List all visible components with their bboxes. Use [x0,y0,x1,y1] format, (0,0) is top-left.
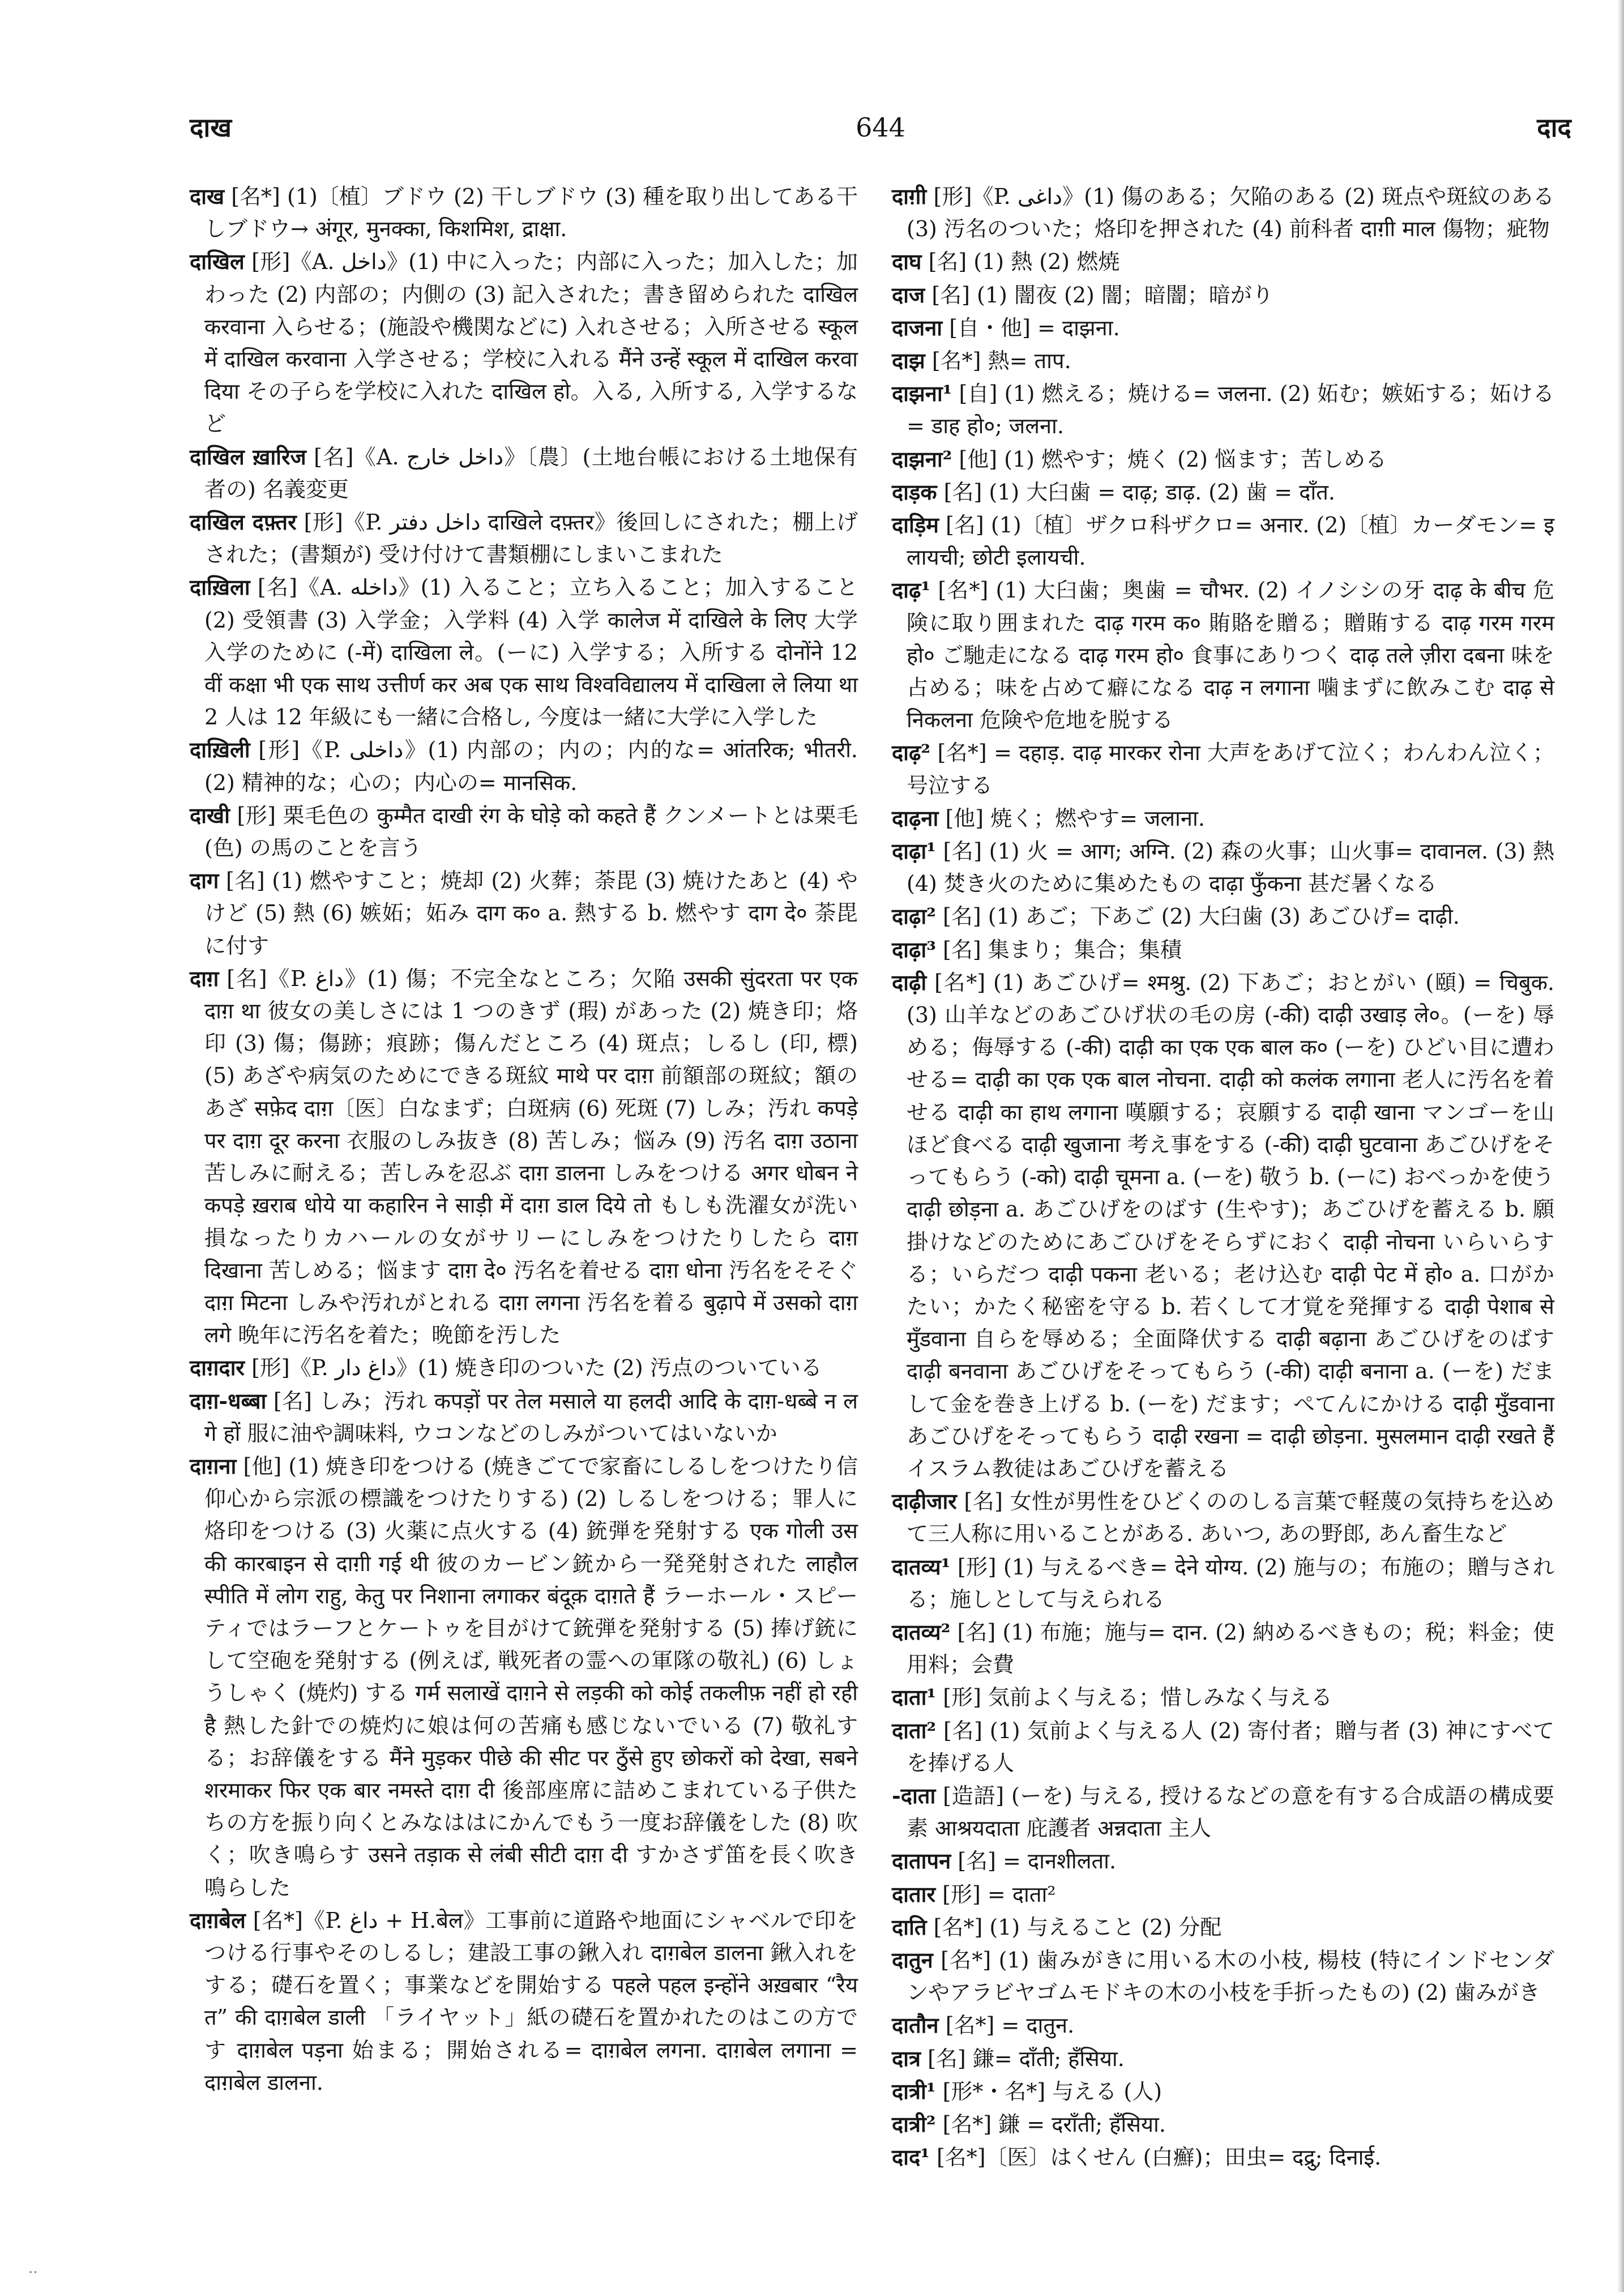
entry-definition: [名] (1)〔植〕ザクロ科ザクロ= अनार. (2)〔植〕カーダモン= इलायची; छोटी इलायची. [907,513,1554,570]
dictionary-entry [892,1714,1554,1779]
corner-marks: .. [28,2260,38,2277]
entry-definition: [名] しみ；汚れ कपड़ों पर तेल मसाले या हलदी आदि के दाग़-धब्बे न लगे हों 服に油や調味料, ウコンなどのしみがついてはいないか [204,1388,858,1446]
entry-definition: [名*] (1) 大臼歯；奥歯 = चौभर. (2) イノシシの牙 दाढ़ के बीच 危険に取り囲まれた दाढ़ गरम क० 賄賂を贈る；贈賄する दाढ़ गरम गरम हो० ご馳走になる दाढ़ गरम हो० 食事にありつく दाढ़ तले ज़ीरा दबना 味を占める；味を占めて癖になる दाढ़ न लगाना 噛まずに飲みこむ दाढ़ से निकलना 危険や危地を脱する [907,578,1554,733]
dictionary-entry [190,506,858,571]
entry-definition: [名*] 鎌 = दराँती; हँसिया. [942,2111,1166,2137]
entry-definition: [名] 鎌= दाँती; हँसिया. [928,2046,1125,2071]
running-head-right: दाद [1537,112,1571,143]
entry-definition: [名] 集まり；集合；集積 [943,937,1182,962]
dictionary-entry [892,1845,1554,1877]
entry-headword: दाग़ी [892,183,927,209]
dictionary-entry [892,1485,1554,1550]
dictionary-entry [892,966,1554,1485]
entry-definition: [自・他] = दाझना. [949,315,1120,340]
entry-headword: दाग़बेल [190,1907,246,1933]
entry-headword: दाख़िली [190,737,250,763]
entry-definition: [形] (1) 与えるべき= देने योग्य. (2) 施与の；布施の；贈与される；施しとして与えられる [907,1554,1554,1612]
entry-headword: दाढ़¹ [892,577,931,603]
left-column [190,180,858,2099]
entry-definition: [名*] = दहाड़. दाढ़ मारकर रोना 大声をあげて泣く；わんわん泣く；号泣する [907,740,1554,798]
entry-definition: [形]《A. داخل》(1) 中に入った；内部に入った；加入した；加わった (2) 内部の；内側の (3) 記入された；書き留められた दाखिल करवाना 入らせる；(施設や機関などに) 入れさせる；入所させる स्कूल में दाखिल करवाना 入学させる；学校に入れる मैंने उन्हें स्कूल में दाखिल करवा दिया その子らを学校に入れた दाखिल हो。入る, 入所する, 入学するなど [204,249,858,437]
scan-edge [1617,0,1624,2292]
entry-definition: [名] = दानशीलता. [958,1849,1117,1874]
dictionary-entry [892,245,1554,278]
dictionary-entry [892,509,1554,574]
entry-definition: [形]《P. داغ دار》(1) 焼き印のついた (2) 汚点のついている [251,1355,822,1381]
dictionary-entry [190,441,858,506]
entry-headword: दाढ़² [892,740,931,766]
entry-headword: दाता¹ [892,1684,937,1710]
entry-headword: दाड़क [892,479,937,505]
entry-headword: दाखिल ख़ारिज [190,443,306,470]
entry-definition: [名]《P. داغ》(1) 傷；不完全なところ；欠陥 उसकी सुंदरता पर एक दाग़ था 彼女の美しさには 1 つのきず (瑕) があった (2) 焼き印；烙印 (3) 傷；傷跡；痕跡；傷んだところ (4) 斑点；しるし (印, 標) (5) あざや病気のためにできる斑紋 माथे पर दाग़ 前額部の斑紋；額のあざ सफ़ेद दाग़〔医〕白なまず；白斑病 (6) 死斑 (7) しみ；汚れ कपड़े पर दाग़ दूर करना 衣服のしみ抜き (8) 苦しみ；悩み (9) 汚名 दाग़ उठाना 苦しみに耐える；苦しみを忍ぶ दाग़ डालना しみをつける अगर धोबन ने कपड़े ख़राब धोये या कहारिन ने साड़ी में दाग़ डाल दिये तो もしも洗濯女が洗い損なったりカハールの女がサリーにしみをつけたりしたら दाग़ दिखाना 苦しめる；悩ます दाग़ दे० 汚名を着せる दाग़ धोना 汚名をそそぐ दाग़ मिटना しみや汚れがとれる दाग़ लगना 汚名を着る बुढ़ापे में उसको दाग़ लगे 晩年に汚名を着た；晩節を汚した [204,966,858,1348]
entry-headword: दातापन [892,1848,951,1874]
entry-headword: दाढ़ा¹ [892,838,936,864]
entry-definition: [名]《A. داخله》(1) 入ること；立ち入ること；加入すること (2) 受領書 (3) 入学金；入学料 (4) 入学 कालेज में दाखिले के लिए 大学入学のために (-में) दाखिला ले。(ーに) 入学する；入所する दोनोंने 12 वीं कक्षा भी एक साथ उत्तीर्ण कर अब एक साथ विश्वविद्यालय में दाखिला ले लिया था 2 人は 12 年級にも一緒に合格し, 今度は一緒に大学に入学した [204,575,858,730]
dictionary-entry [892,180,1554,245]
entry-definition: [名*] (1) あごひげ= श्मश्रु. (2) 下あご；おとがい (頤) = चिबुक. (3) 山羊などのあごひげ状の毛の房 (-की) दाढ़ी उखाड़ ले०。(ーを) 辱める；侮辱する (-की) दाढ़ी का एक एक बाल क० (ーを) ひどい目に遭わせる= दाढ़ी का एक एक बाल नोचना. दाढ़ी को कलंक लगाना 老人に汚名を着せる दाढ़ी का हाथ लगाना 嘆願する；哀願する दाढ़ी खाना マンゴーを山ほど食べる दाढ़ी खुजाना 考え事をする (-की) दाढ़ी घुटवाना あごひげをそってもらう (-को) दाढ़ी चूमना a. (ーを) 敬う b. (ーに) おべっかを使う दाढ़ी छोड़ना a. あごひげをのばす (生やす)；あごひげを蓄える b. 願掛けなどのためにあごひげをそらずにおく दाढ़ी नोचना いらいらする；いらだつ दाढ़ी पकना 老いる；老け込む दाढ़ी पेट में हो० a. 口がかたい；かたく秘密を守る b. 若くして才覚を発揮する दाढ़ी पेशाब से मुँडवाना 自らを辱める；全面降伏する दाढ़ी बढ़ाना あごひげをのばす दाढ़ी बनवाना あごひげをそってもらう (-की) दाढ़ी बनाना a. (ーを) だまして金を巻き上げる b. (ーを) だます；ぺてんにかける दाढ़ी मुँडवाना あごひげをそってもらう दाढ़ी रखना = दाढ़ी छोड़ना. मुसलमान दाढ़ी रखते हैं イスラム教徒はあごひげを蓄える [907,970,1554,1481]
dictionary-entry [892,1878,1554,1911]
dictionary-entry [892,1551,1554,1616]
dictionary-entry [892,377,1554,442]
entry-definition: [名] 女性が男性をひどくののしる言葉で軽蔑の気持ちを込めて三人称に用いることがある. あいつ, あの野郎, あん畜生など [907,1489,1554,1547]
dictionary-entry [892,1911,1554,1944]
dictionary-entry [892,2009,1554,2042]
running-head-left: दाख [190,112,232,143]
entry-headword: दाझ [892,348,925,374]
dictionary-entry [892,900,1554,933]
entry-headword: दातार [892,1881,936,1907]
entry-headword: दाज [892,281,925,308]
entry-headword: दाढ़ा³ [892,936,936,962]
entry-definition: [形*・名*] 与える (人) [942,2078,1163,2104]
entry-definition: [名*]《P. داغ + H.बेल》工事前に道路や地面にシャベルで印をつける行事やそのしるし；建設工事の鍬入れ दाग़बेल डालना 鍬入れをする；礎石を置く；事業などを開始する पहले पहल इन्होंने अख़बार “रैयत” की दाग़बेल डाली 「ライヤット」紙の礎石を置かれたのはこの方です दाग़बेल पड़ना 始まる；開始される= दाग़बेल लगना. दाग़बेल लगाना = दाग़बेल डालना. [204,1907,858,2095]
dictionary-entry [892,1616,1554,1681]
entry-headword: दाखी [190,802,230,828]
dictionary-entry [892,2108,1554,2141]
entry-definition: [名] (1) 熱 (2) 燃焼 [928,249,1120,275]
entry-headword: दातव्य² [892,1619,951,1645]
entry-headword: दाझना¹ [892,381,952,407]
entry-headword: दाग़-धब्बा [190,1388,267,1414]
entry-definition: [他] (1) 焼き印をつける (焼きごてで家畜にしるしをつけたり信仰心から宗派の標識をつけたりする) (2) しるしをつける；罪人に烙印をつける (3) 火薬に点火する (4) 銃弾を発射する एक गोली उसकी कारबाइन से दाग़ी गई थी 彼のカービン銃から一発発射された लाहौल स्पीति में लोग राहु, केतु पर निशाना लगाकर बंदूक़ दाग़ते हैं ラーホール・スピーティではラーフとケートゥを目がけて銃弾を発射する (5) 捧げ銃にして空砲を発射する (例えば, 戦死者の霊への軍隊の敬礼) (6) しょうしゃく (焼灼) する गर्म सलाखें दाग़ने से लड़की को कोई तकलीफ़ नहीं हो रही है 熱した針での焼灼に娘は何の苦痛も感じないでいる (7) 敬礼する；お辞儀をする मैंने मुड़कर पीछे की सीट पर ठुँसे हुए छोकरों को देखा, सबने शरमाकर फिर एक बार नमस्ते दाग़ दी 後部座席に詰めこまれている子供たちの方を振り向くとみなははにかんでもう一度お辞儀をした (8) 吹く；吹き鳴らす उसने तड़ाक से लंबी सीटी दाग़ दी すかさず笛を長く吹き鳴らした [204,1453,858,1900]
entry-definition: [他] (1) 燃やす；焼く (2) 悩ます；苦しめる [959,446,1387,472]
entry-headword: दातुन [892,1947,933,1973]
dictionary-entry [892,2042,1554,2075]
entry-headword: दाजना [892,314,943,340]
dictionary-entry [892,344,1554,377]
dictionary-entry [190,799,858,864]
entry-definition: [名*] = दातुन. [945,2013,1075,2038]
dictionary-entry [892,574,1554,736]
entry-definition: [形] 栗毛色の कुम्मैत दाखी रंग के घोड़े को कहते हैं クンメートとは栗毛 (色) の馬のことを言う [204,803,858,861]
entry-definition: [名*] (1) 歯みがきに用いる木の小枝, 楊枝 (特にインドセンダンやアラビヤゴムモドキの木の小枝を手折ったもの) (2) 歯みがき [907,1947,1554,2005]
dictionary-entry [892,2141,1554,2174]
entry-headword: दाग़ [190,965,219,991]
entry-definition: [形]《P. داخلی》(1) 内部の；内の；内的な= आंतरिक; भीतरी. (2) 精神的な；心の；内心の= मानसिक. [204,737,858,795]
entry-headword: दाखिल दफ़्तर [190,509,297,535]
entry-headword: दातव्य¹ [892,1553,951,1580]
dictionary-entry [190,571,858,733]
dictionary-entry [190,733,858,799]
entry-definition: [名*]〔医〕はくせん (白癬)；田虫= दद्रु; दिनाई. [936,2145,1382,2170]
entry-definition: [形] = दाता² [942,1881,1056,1907]
entry-headword: दाढ़ी [892,969,927,995]
dictionary-entry [190,962,858,1351]
dictionary-entry [892,279,1554,311]
dictionary-entry [892,476,1554,509]
dictionary-entry [190,864,858,962]
dictionary-entry [190,245,858,440]
dictionary-entry [892,2075,1554,2108]
entry-definition: [自] (1) 燃える；焼ける= जलना. (2) 妬む；嫉妬する；妬ける= डाह हो०; जलना. [907,381,1554,439]
entry-definition: [形]《P. داخل دفتر दाखिले दफ़्तर》後回しにされた；棚上げされた；(書類が) 受け付けて書類棚にしまいこまれた [204,510,858,567]
entry-definition: [名]《A. داخل خارج》〔農〕(土地台帳における土地保有者の) 名義変更 [204,444,858,502]
page-header [190,108,1571,147]
dictionary-entry [190,1904,858,2099]
entry-headword: दात्री² [892,2111,936,2137]
entry-headword: दात्र [892,2045,921,2071]
dictionary-entry [892,1779,1554,1845]
entry-headword: दाखिल [190,249,245,275]
dictionary-entry [892,736,1554,801]
dictionary-entry [892,802,1554,835]
entry-headword: दाढ़ीजार [892,1488,957,1514]
dictionary-entry [892,1944,1554,2009]
entry-headword: दाति [892,1914,927,1940]
dictionary-entry [892,835,1554,900]
dictionary-entry [190,1351,858,1384]
entry-definition: [名] (1) 燃やすこと；焼却 (2) 火葬；荼毘 (3) 焼けたあと (4) やけど (5) 熱 (6) 嫉妬；妬み दाग क० a. 熱する b. 燃やす दाग दे० 荼毘に付す [204,868,858,958]
entry-headword: दाघ [892,249,922,275]
entry-headword: दाख़िला [190,574,250,600]
entry-definition: [名*] (1)〔植〕ブドウ (2) 干しブドウ (3) 種を取り出してある干しブドウ→ अंगूर, मुनक्का, किशमिश, द्राक्षा. [204,184,858,242]
entry-definition: [名] (1) 闇夜 (2) 闇；暗闇；暗がり [931,282,1273,308]
entry-headword: -दाता [892,1782,936,1808]
entry-definition: [造語] (ーを) 与える, 授けるなどの意を有する合成語の構成要素 आश्रयदाता 庇護者 अन्नदाता 主人 [907,1783,1554,1841]
entry-headword: दातौन [892,2012,939,2038]
entry-definition: [他] 焼く；燃やす= जलाना. [945,805,1205,831]
entry-headword: दाद¹ [892,2144,930,2170]
entry-definition: [名*] (1) 与えること (2) 分配 [933,1914,1222,1940]
dictionary-entry [892,1681,1554,1714]
entry-definition: [形]《P. داغی》(1) 傷のある；欠陥のある (2) 斑点や斑紋のある (3) 汚名のついた；烙印を押された (4) 前科者 दाग़ी माल 傷物；疵物 [907,184,1554,242]
dictionary-entry [190,180,858,245]
entry-headword: दाड़िम [892,512,939,538]
entry-headword: दाख [190,183,225,209]
entry-headword: दाता² [892,1717,937,1743]
entry-headword: दाढ़ना [892,805,939,831]
entry-headword: दाग [190,868,219,894]
entry-definition: [名] (1) 大臼歯 = दाढ़; डाढ़. (2) 歯 = दाँत. [943,479,1335,505]
dictionary-entry [892,443,1554,476]
entry-definition: [形] 気前よく与える；惜しみなく与える [943,1685,1332,1710]
entry-headword: दाढ़ा² [892,903,936,929]
entry-headword: दात्री¹ [892,2078,936,2104]
entry-definition: [名] (1) あご；下あご (2) 大臼歯 (3) あごひげ= दाढ़ी. [943,904,1460,929]
dictionary-entry [190,1385,858,1450]
page-number: 644 [856,112,905,143]
entry-definition: [名*] 熱= ताप. [931,348,1071,374]
entry-headword: दाग़दार [190,1355,245,1381]
dictionary-entry [190,1450,858,1904]
entry-definition: [名] (1) 布施；施与= दान. (2) 納めるべきもの；税；料金；使用料；会費 [907,1619,1554,1678]
entry-definition: [名] (1) 気前よく与える人 (2) 寄付者；贈与者 (3) 神にすべてを捧げる人 [907,1718,1554,1775]
dictionary-entry [892,933,1554,966]
right-column [892,180,1554,2174]
entry-headword: दाग़ना [190,1453,237,1479]
entry-headword: दाझना² [892,446,952,472]
dictionary-entry [892,311,1554,344]
entry-definition: [名] (1) 火 = आग; अग्नि. (2) 森の火事；山火事= दावानल. (3) 熱 (4) 焚き火のために集めたもの दाढ़ा फुँकना 甚だ暑くなる [907,839,1554,897]
